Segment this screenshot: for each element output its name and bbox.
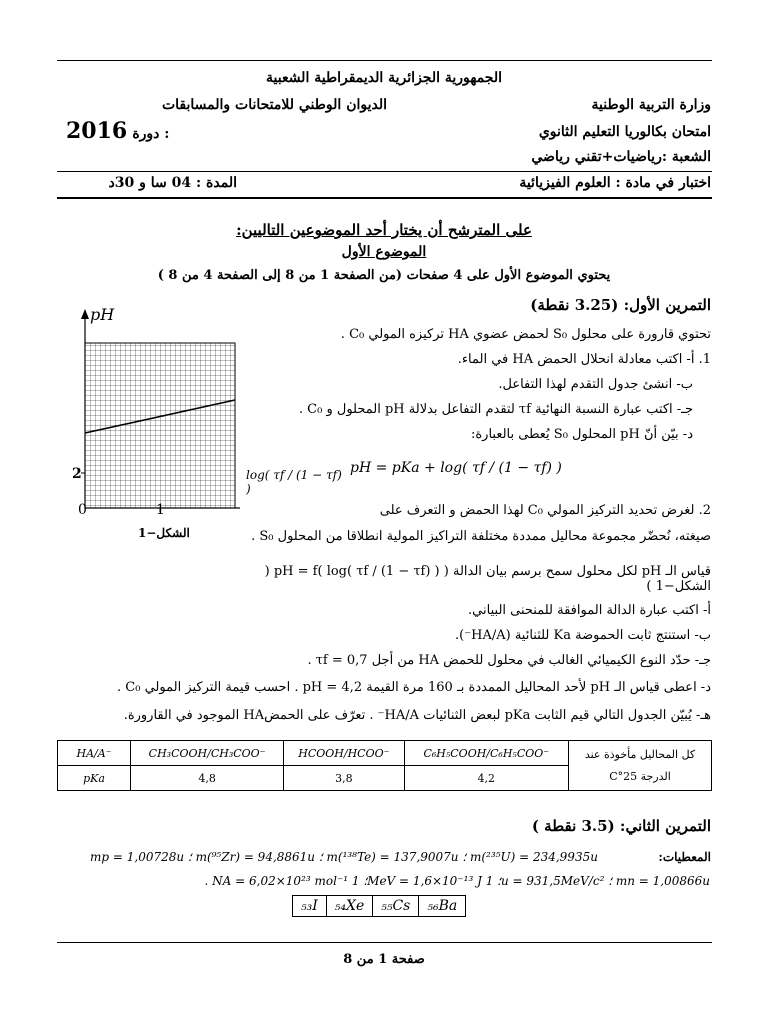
header-rule-1 [57, 171, 712, 172]
table-header-cell [569, 741, 712, 791]
x-tick-label: 1 [156, 502, 165, 518]
isotope-xenon: ₅₄Xe [326, 896, 372, 917]
table-cell-pka-c6h5cooh: 4,2 [404, 766, 568, 791]
ex1-line-9: أ- اكتب عبارة الدالة الموافقة للمنحنى البياني. [468, 603, 711, 618]
ex1-line-3: ب- انشئ جدول التقدم لهذا التفاعل. [498, 377, 693, 392]
table-header-label: كل المحاليل مأخوذة عند [584, 747, 696, 761]
ex1-line-12: د- اعطى قياس الـ pH لأحد المحاليل الممددة بـ 160 مرة القيمة pH = 4,2 . احسب قيمة التركيز المولي C₀ . [117, 680, 711, 695]
y-tick-label: 2 [72, 466, 82, 482]
table-cell-couple-ch3cooh: CH₃COOH/CH₃COO⁻ [131, 741, 284, 766]
figure-caption: الشكل−1 [138, 526, 190, 540]
ex1-line-7: صيغته، نُحضّر مجموعة محاليل ممددة مختلفة التراكيز المولية انطلاقا من المحلول S₀ . [251, 529, 711, 544]
origin-label: 0 [78, 502, 87, 518]
ex1-title: التمرين الأول: (3.25 نقطة) [530, 296, 711, 314]
ex1-line-11: جـ- حدّد النوع الكيميائي الغالب في محلول للحمض HA من أجل τf = 0,7 . [307, 653, 711, 668]
isotope-cesium: ₅₅Cs [373, 896, 419, 917]
ex1-line-6: 2. لغرض تحديد التركيز المولي C₀ لهذا الحمض و التعرف على [379, 503, 711, 518]
subject: اختبار في مادة : العلوم الفيزيائية [519, 175, 711, 191]
table-cell-couple-ha: HA/A⁻ [58, 741, 131, 766]
ex1-line-13: هـ- يُبيّن الجدول التالي قيم الثابت pKa لبعض الثنائيات HA/A⁻ . تعرّف على الحمضHA الموجود في القارورة. [123, 708, 711, 723]
duration: المدة : 04 سا و 30د [108, 175, 237, 191]
exam-name: امتحان بكالوريا التعليم الثانوي [538, 124, 711, 140]
y-axis-arrow [81, 309, 89, 319]
ex2-data-line-1: mp = 1,00728u ؛ m(⁹⁵Zr) = 94,8861u ؛ m(¹³⁸Te) = 137,9007u ؛ m(²³⁵U) = 234,9935u [90, 850, 598, 864]
pka-table [57, 740, 712, 791]
ex1-line-4: جـ- اكتب عبارة النسبة النهائية τf لتقدم التفاعل بدلالة pH المحلول و C₀ . [298, 402, 693, 417]
topic-title: الموضوع الأول [341, 244, 427, 260]
session-year: 2016 [66, 118, 128, 144]
republic-title: الجمهورية الجزائرية الديمقراطية الشعبية [265, 70, 502, 86]
topic-pages: يحتوي الموضوع الأول على 4 صفحات (من الصفحة 1 من 8 إلى الصفحة 4 من 8 ) [157, 268, 611, 283]
ex1-line-2: 1. أ- اكتب معادلة انحلال الحمض HA في الماء. [457, 352, 711, 367]
session [66, 118, 186, 144]
grid-area [85, 343, 235, 508]
table-cell-couple-c6h5cooh: C₆H₅COOH/C₆H₅COO⁻ [404, 741, 568, 766]
ph-formula: pH = pKa + log( τf / (1 − τf) ) [350, 460, 562, 476]
table-header-label-2: الدرجة 25°C [609, 769, 671, 783]
ex1-line-1: تحتوي قارورة على محلول S₀ لحمض عضوي HA تركيزه المولي C₀ . [340, 327, 711, 342]
table-cell-pka-ch3cooh: 4,8 [131, 766, 284, 791]
ministry: وزارة التربية الوطنية [591, 97, 711, 113]
ex1-line-8: قياس الـ pH لكل محلول سمح برسم بيان الدالة pH = f( log( τf / (1 − τf) ) ) ( الشكل−1 ) [264, 564, 711, 594]
top-rule [57, 60, 712, 61]
header-rule-2 [57, 197, 712, 199]
table-cell-pka-label: pKa [58, 766, 131, 791]
page-number: صفحة 1 من 8 [343, 952, 425, 967]
footer-rule [57, 942, 712, 943]
ex1-line-10: ب- استنتج ثابت الحموضة Ka للثنائية (HA/A⁻). [455, 628, 711, 643]
ex2-data-line-2: . NA = 6,02×10²³ mol⁻¹ ؛ 1MeV = 1,6×10⁻¹³ J ؛ 1u = 931,5MeV/c² ؛ mn = 1,00866u [204, 874, 710, 888]
y-axis-label: pH [90, 305, 115, 324]
branch: الشعبة :رياضيات+تقني رياضي [531, 149, 711, 165]
x-axis-label: log( τf / (1 − τf) ) [246, 468, 342, 496]
table-cell-couple-hcooh: HCOOH/HCOO⁻ [284, 741, 404, 766]
ex1-line-5: د- بيّن أنّ pH المحلول S₀ يُعطى بالعبارة: [470, 427, 693, 442]
isotope-iodine: ₅₃I [293, 896, 327, 917]
choose-instruction: على المترشح أن يختار أحد الموضوعين التاليين: [236, 221, 532, 239]
ex2-data-label: المعطيات: [658, 850, 711, 864]
session-label: دورة : [132, 126, 170, 142]
isotope-barium: ₅₆Ba [419, 896, 466, 917]
isotopes-table [292, 895, 466, 917]
table-cell-pka-hcooh: 3,8 [284, 766, 404, 791]
ex2-title: التمرين الثاني: (3.5 نقطة ) [531, 817, 711, 835]
exam-office: الديوان الوطني للامتحانات والمسابقات [161, 97, 387, 113]
